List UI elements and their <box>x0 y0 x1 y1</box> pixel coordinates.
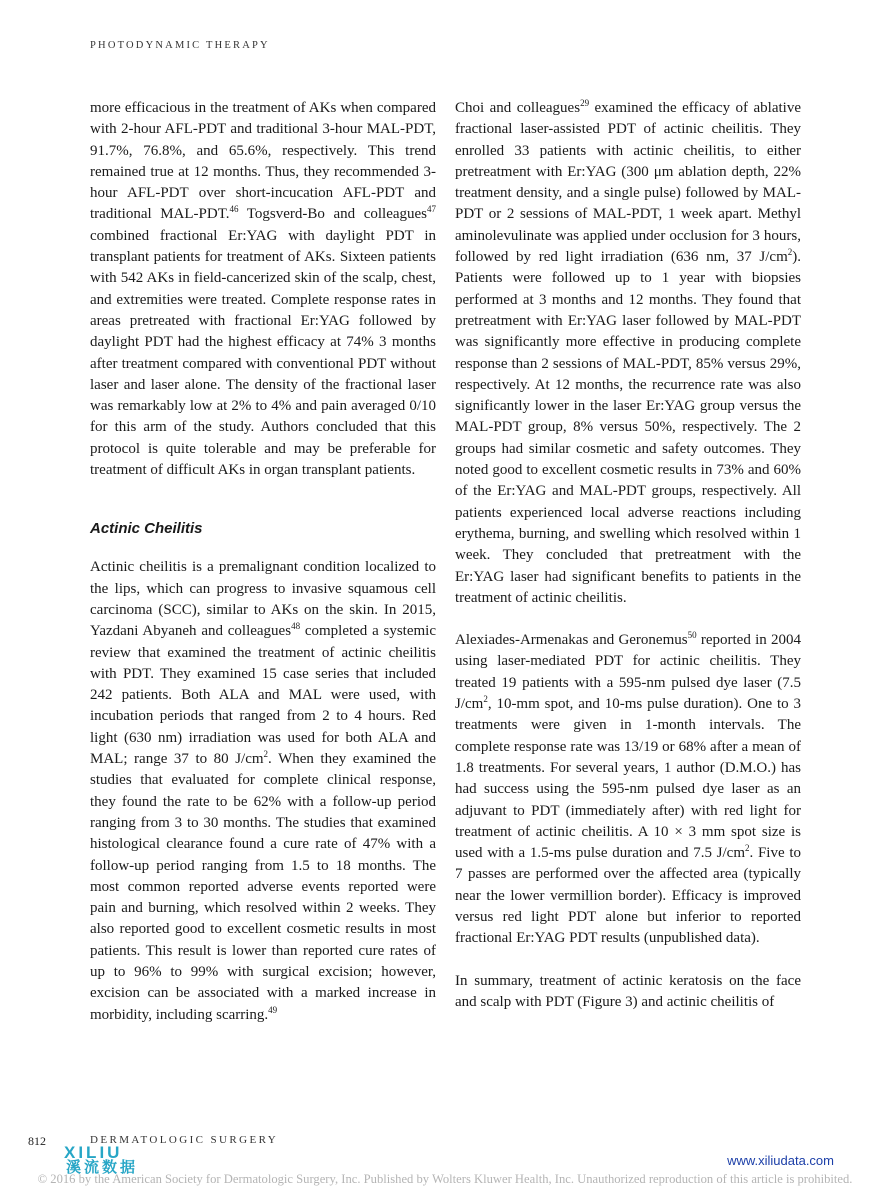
citation: 48 <box>291 621 301 632</box>
superscript: 2 <box>745 843 750 854</box>
citation: 49 <box>268 1004 278 1015</box>
paragraph: Alexiades-Armenakas and Geronemus$^{50}$ reported in 2004 using laser-mediated PDT for actinic cheilitis. They treated 19 patients with a 595-nm pulsed dye laser (7.5 $J/cm^2$, 10-mm spot, and 10-ms pulse duration). One to 3 treatments were given in 1-month intervals. The complete response rate was 13/19 or 68% after a mean of 1.8 treatments. For several years, 1 author (D.M.O.) has had success using the 595-nm pulsed dye laser as an adjuvant to PDT (immediately after) with red light for treatment of actinic cheilitis. A 10 × 3 mm spot size is used with a 1.5-ms pulse duration and 7.5 $J/cm^2$. Five to 7 passes are performed over the affected area (typically near the lower vermillion border). Efficacy is improved versus red light PDT alone but inferior to reported fractional Er:YAG PDT results (unpublished data). <box>455 630 801 947</box>
section-heading: Actinic Cheilitis <box>90 520 203 538</box>
copyright-notice: © 2016 by the American Society for Dermatologic Surgery, Inc. Published by Wolters Kluwer Health, Inc. Unauthorized reproduction of this article is prohibited. <box>37 1172 853 1186</box>
superscript: 2 <box>787 247 793 258</box>
watermark-url[interactable]: www.xiliudata.com <box>727 1153 834 1168</box>
citation: 47 <box>427 204 436 215</box>
paragraph: In summary, treatment of actinic keratosis on the face and scalp with PDT (Figure 3) and actinic cheilitis of <box>455 972 801 1010</box>
watermark-chinese-text: 溪流数据 <box>66 1158 139 1176</box>
paragraph: Actinic cheilitis is a premalignant condition localized to the lips, which can progress to invasive squamous cell carcinoma (SCC), similar to AKs on the skin. In 2015, Yazdani Abyaneh and colleagues$^{48}$ completed a systemic review that examined the treatment of actinic cheilitis with PDT. They examined 15 case series that included 242 patients. Both ALA and MAL were used, with incubation periods that ranged from 2 to 4 hours. Red light (630 nm) irradiation was used for both ALA and MAL; range 37 to 80 $J/cm^2$. When they examined the studies that evaluated for complete clinical response, they found the rate to be 62% with a follow-up period ranging from 3 to 30 months. The studies that examined histological clearance found a cure rate of 47% with a follow-up period ranging from 1.5 to 18 months. The most common reported adverse events reported were pain and burning, which resolved within 2 weeks. They also reported good to excellent cosmetic results in most patients. This result is lower than reported cure rates of up to 96% to 99% with surgical excision; however, excision can be associated with a marked increase in morbidity, including scarring.$^{49}$ <box>90 559 436 1023</box>
running-head: PHOTODYNAMIC THERAPY <box>90 40 270 51</box>
superscript: 2 <box>483 694 488 705</box>
paragraph: Choi and colleagues$^{29}$ examined the efficacy of ablative fractional laser-assisted PDT of actinic cheilitis. They enrolled 33 patients with actinic cheilitis, to either pretreatment with Er:YAG (300 μm ablation depth, 22% treatment density, and a single pulse) followed by MAL-PDT or 2 sessions of MAL-PDT, 1 week apart. Methyl aminolevulinate was applied under occlusion for 3 hours, followed by red light irradiation (636 nm, 37 $J/cm^2$). Patients were followed up to 1 year with biopsies performed at 3 months and 12 months. They found that pretreatment with Er:YAG laser followed by MAL-PDT was significantly more effective in producing complete response than 2 sessions of MAL-PDT, 85% versus 29%, respectively. At 12 months, the recurrence rate was also significantly lower in the laser Er:YAG group versus the MAL-PDT group, 8% versus 50%, respectively. The 2 groups had similar cosmetic and safety outcomes. They noted good to excellent cosmetic results in 73% and 60% of the Er:YAG and MAL-PDT groups, respectively. All patients experienced local adverse reactions including erythema, burning, and swelling which resolved within 1 week. They concluded that pretreatment with the Er:YAG laser had significant benefits to patients in the treatment of actinic cheilitis. <box>455 98 801 606</box>
superscript: 2 <box>263 749 269 760</box>
page-number: 812 <box>28 1134 46 1148</box>
paragraph: more efficacious in the treatment of AKs when compared with 2-hour AFL-PDT and traditional 3-hour MAL-PDT, 91.7%, 76.8%, and 65.6%, respectively. This trend remained true at 12 months. Thus, they recommended 3-hour AFL-PDT over short-incucation AFL-PDT and traditional MAL-PDT.$^{46}$ Togsverd-Bo and colleagues$^{47}$ combined fractional Er:YAG with daylight PDT in transplant patients for treatment of AKs. Sixteen patients with 542 AKs in field-cancerized skin of the scalp, chest, and extremities were treated. Complete response rates in areas pretreated with fractional Er:YAG followed by daylight PDT had the highest efficacy at 74% 3 months after treatment compared with conventional PDT without laser and laser alone. The density of the fractional laser was remarkably low at 2% to 4% and pain averaged 0/10 for this arm of the study. Authors concluded that this protocol is quite tolerable and may be preferable for treatment of difficult AKs in organ transplant patients. <box>90 100 436 479</box>
right-column <box>455 98 801 1013</box>
citation: 29 <box>580 98 590 108</box>
svg-text:XILIU: XILIU <box>64 1143 123 1162</box>
citation: 46 <box>229 204 239 215</box>
left-column <box>90 98 436 1026</box>
journal-name: DERMATOLOGIC SURGERY <box>90 1134 279 1146</box>
citation: 50 <box>687 630 697 641</box>
